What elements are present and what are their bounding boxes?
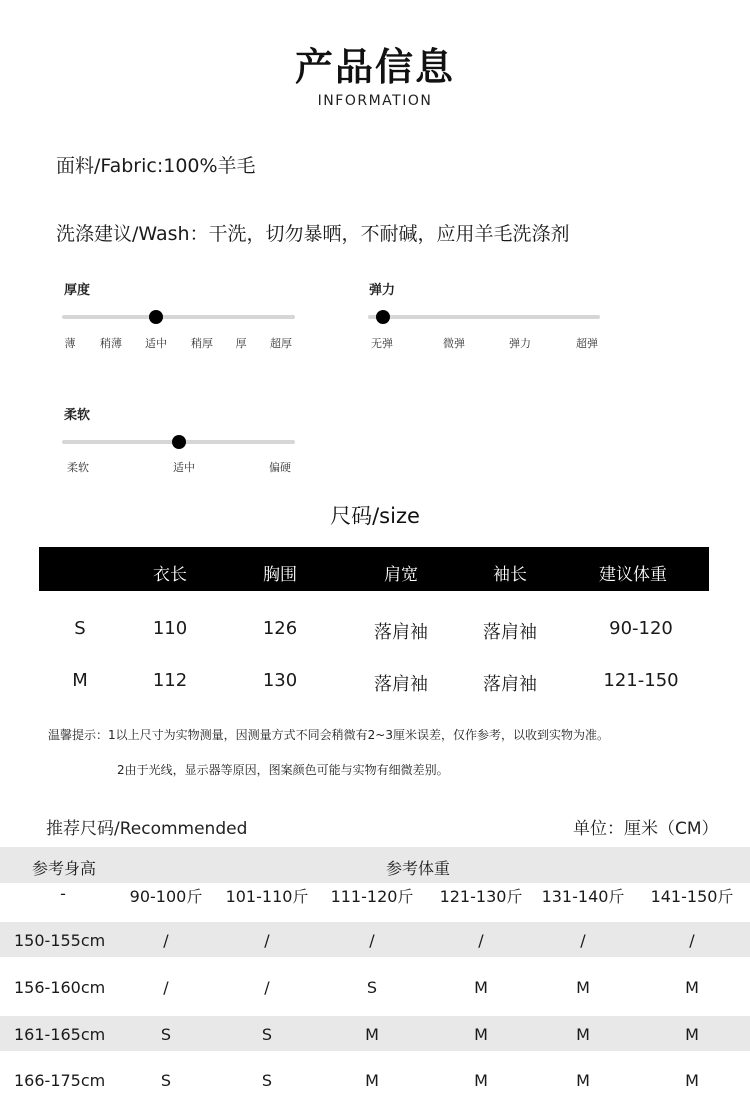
size-cell: 90-120: [609, 618, 673, 639]
elasticity-tick: 无弹: [371, 337, 393, 350]
size-cell: S: [74, 618, 86, 639]
recommended-size: S: [366, 978, 378, 997]
thickness-tick: 适中: [145, 337, 167, 350]
weight-range: 141-150斤: [650, 887, 734, 906]
size-table-title: 尺码/size: [330, 504, 420, 528]
thickness-tick: 薄: [64, 337, 76, 350]
recommended-size: /: [264, 931, 270, 950]
thickness-knob: [149, 310, 163, 324]
size-cell: 112: [152, 670, 188, 691]
size-header-cell: 建议体重: [599, 565, 667, 585]
size-header-cell: 衣长: [153, 565, 187, 585]
size-cell: 落肩袖: [374, 674, 428, 695]
size-cell: 121-150: [603, 670, 679, 691]
softness-tick: 适中: [173, 461, 195, 474]
weight-range: 90-100斤: [129, 887, 203, 906]
elasticity-tick: 超弹: [576, 337, 598, 350]
recommended-size: M: [685, 978, 699, 997]
size-cell: 130: [262, 670, 298, 691]
recommended-size: M: [576, 1071, 590, 1090]
measurement-note: 温馨提示：1以上尺寸为实物测量，因测量方式不同会稍微有2~3厘米误差，仅作参考，以收到实物为准。: [48, 728, 609, 742]
weight-range: 131-140斤: [541, 887, 625, 906]
softness-label: 柔软: [64, 408, 91, 423]
recommended-size: M: [365, 1025, 379, 1044]
elasticity-label: 弹力: [369, 283, 396, 298]
size-header-cell: 袖长: [493, 565, 527, 585]
recommended-size: /: [689, 931, 695, 950]
weight-range: 111-120斤: [330, 887, 414, 906]
height-range: 150-155cm: [14, 931, 106, 950]
height-range: 161-165cm: [14, 1025, 106, 1044]
softness-tick: 柔软: [67, 461, 89, 474]
page-title: 产品信息: [294, 45, 455, 89]
recommended-size: /: [163, 931, 169, 950]
weight-range: 101-110斤: [225, 887, 309, 906]
size-cell: 落肩袖: [483, 674, 537, 695]
softness-knob: [172, 435, 186, 449]
thickness-track: [62, 315, 295, 319]
height-header: 参考身高: [32, 859, 97, 878]
recommended-size: S: [160, 1071, 172, 1090]
elasticity-knob: [376, 310, 390, 324]
recommended-size: /: [264, 978, 270, 997]
recommended-size: M: [474, 1025, 488, 1044]
weight-row-label: -: [60, 884, 66, 903]
recommended-size: M: [685, 1071, 699, 1090]
weight-header: 参考体重: [386, 859, 451, 878]
thickness-tick: 稍厚: [191, 337, 213, 350]
size-header-cell: 肩宽: [384, 565, 418, 585]
table-row-band: [0, 922, 750, 957]
page-subtitle: INFORMATION: [317, 93, 433, 109]
recommended-header-band: [0, 847, 750, 883]
recommended-size: /: [369, 931, 375, 950]
recommended-size: S: [261, 1071, 273, 1090]
size-cell: 126: [262, 618, 298, 639]
recommended-size: M: [474, 1071, 488, 1090]
weight-range: 121-130斤: [439, 887, 523, 906]
size-cell: 落肩袖: [483, 622, 537, 643]
thickness-label: 厚度: [64, 283, 91, 298]
softness-tick: 偏硬: [269, 461, 291, 474]
recommended-size: M: [576, 978, 590, 997]
elasticity-tick: 弹力: [509, 337, 531, 350]
color-note: 2由于光线，显示器等原因，图案颜色可能与实物有细微差别。: [117, 763, 449, 777]
elasticity-tick: 微弹: [443, 337, 465, 350]
unit-label: 单位：厘米（CM）: [573, 819, 719, 839]
size-cell: 落肩袖: [374, 622, 428, 643]
recommended-size: S: [160, 1025, 172, 1044]
wash-info: 洗涤建议/Wash：干洗，切勿暴晒，不耐碱，应用羊毛洗涤剂: [56, 223, 570, 245]
recommended-size: M: [685, 1025, 699, 1044]
size-cell: 110: [152, 618, 188, 639]
thickness-tick: 稍薄: [100, 337, 122, 350]
recommended-size: M: [474, 978, 488, 997]
thickness-tick: 厚: [235, 337, 247, 350]
size-header-cell: 胸围: [263, 565, 297, 585]
height-range: 156-160cm: [14, 978, 106, 997]
recommended-title: 推荐尺码/Recommended: [46, 819, 248, 839]
recommended-size: /: [478, 931, 484, 950]
recommended-size: M: [365, 1071, 379, 1090]
recommended-size: M: [576, 1025, 590, 1044]
fabric-info: 面料/Fabric:100%羊毛: [56, 155, 256, 177]
elasticity-track: [368, 315, 600, 319]
size-cell: M: [72, 670, 88, 691]
recommended-size: /: [163, 978, 169, 997]
recommended-size: /: [580, 931, 586, 950]
height-range: 166-175cm: [14, 1071, 106, 1090]
thickness-tick: 超厚: [270, 337, 292, 350]
recommended-size: S: [261, 1025, 273, 1044]
